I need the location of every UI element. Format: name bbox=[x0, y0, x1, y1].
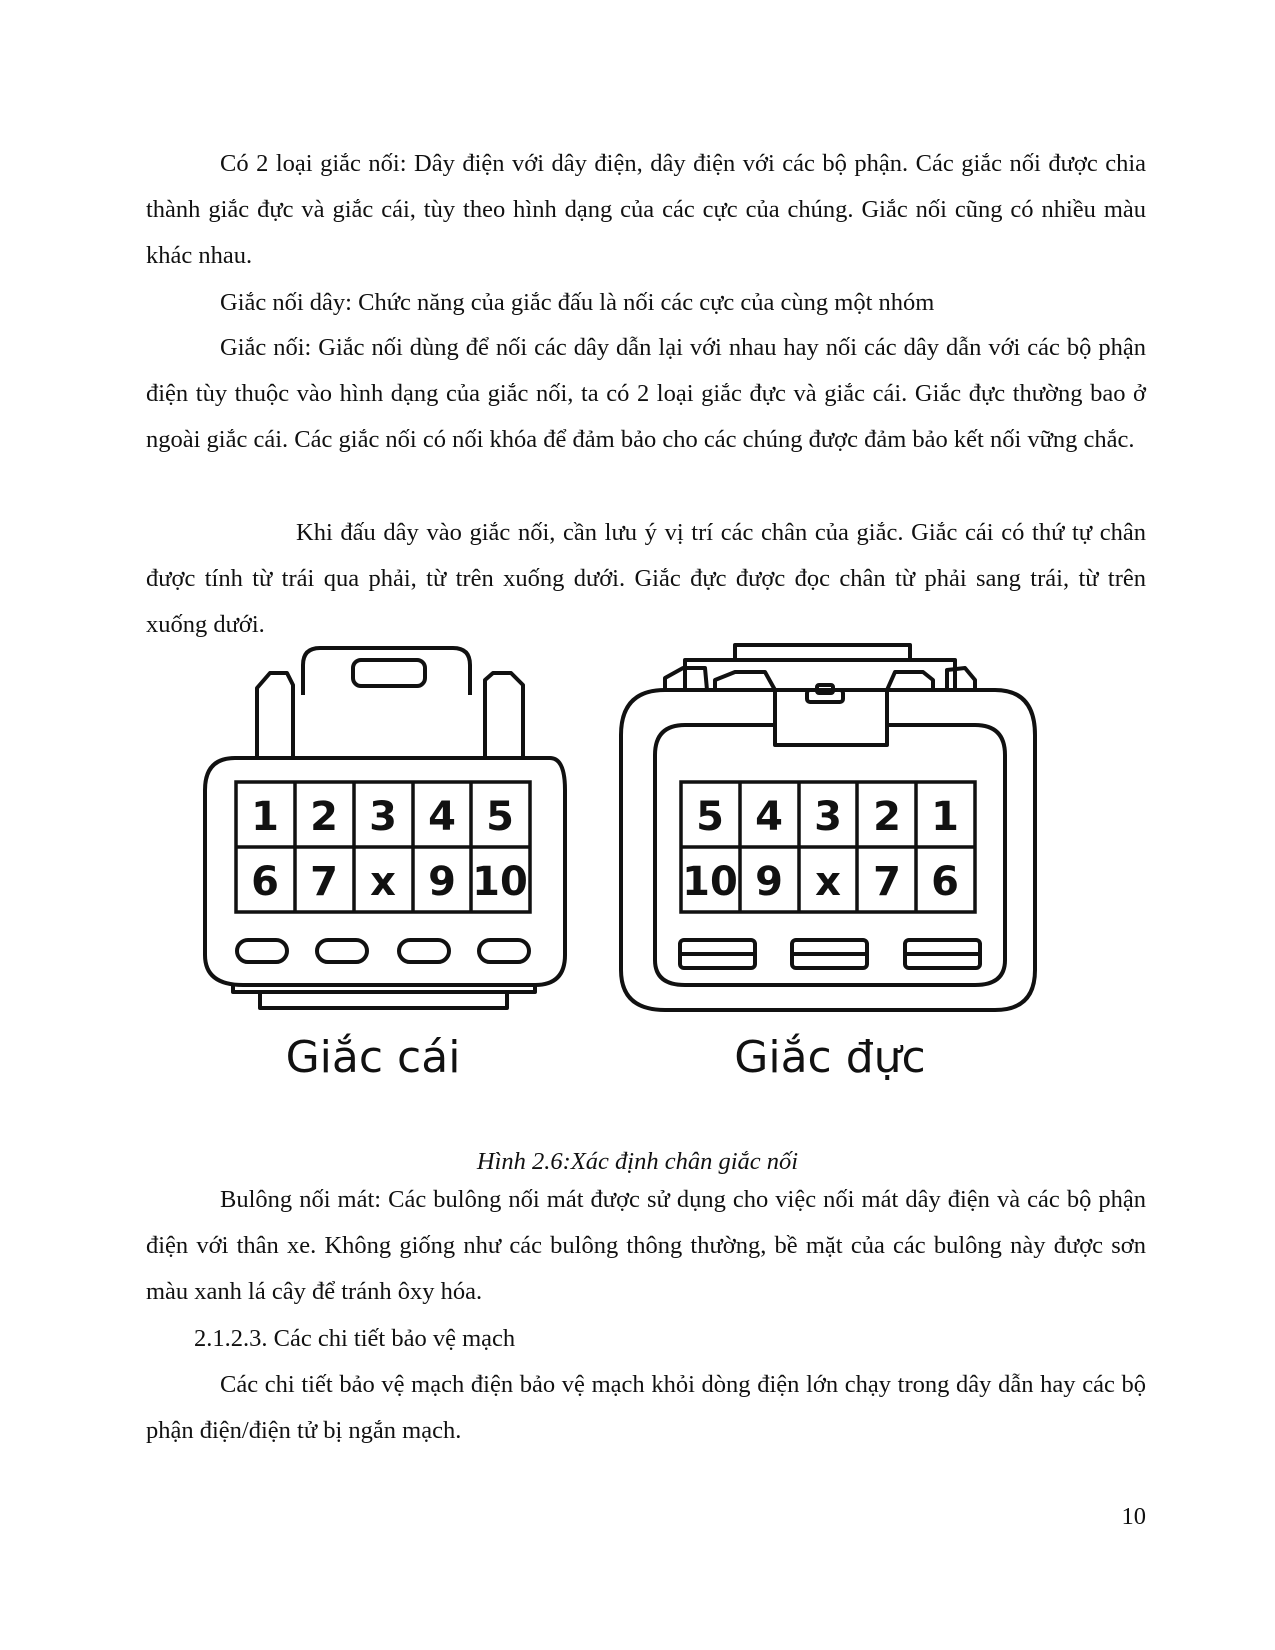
male-pin-10: 10 bbox=[682, 859, 738, 905]
female-pin-6: 6 bbox=[251, 859, 279, 905]
paragraph-circuit-protection: Các chi tiết bảo vệ mạch điện bảo vệ mạch khỏi dòng điện lớn chạy trong dây dẫn hay các bộ phận điện/điện tử bị ngắn mạch. bbox=[146, 1371, 1146, 1444]
page-number: 10 bbox=[1121, 1503, 1146, 1530]
female-pin-7: 7 bbox=[310, 859, 338, 905]
connector-pin-figure bbox=[195, 640, 1095, 1130]
paragraph-connector-function: Giắc nối: Giắc nối dùng để nối các dây dẫn lại với nhau hay nối các dây dẫn với các bộ phận điện tùy thuộc vào hình dạng của giắc nối, ta có 2 loại giắc đực và giắc cái. Giắc đực thường bao ở ngoài giắc cái. Các giắc nối có nối khóa để đảm bảo cho các chúng được đảm bảo kết nối vững chắc. bbox=[146, 334, 1146, 453]
male-pin-9: 9 bbox=[755, 859, 783, 905]
female-pin-4: 4 bbox=[428, 794, 456, 840]
male-pin-6: 6 bbox=[931, 859, 959, 905]
female-pin-9: 9 bbox=[428, 859, 456, 905]
female-pin-3: 3 bbox=[369, 794, 397, 840]
female-pin-x: x bbox=[370, 859, 396, 905]
section-heading: 2.1.2.3. Các chi tiết bảo vệ mạch bbox=[194, 1325, 516, 1352]
male-pin-1: 1 bbox=[931, 794, 959, 840]
male-pin-x: x bbox=[815, 859, 841, 905]
connector-diagram bbox=[195, 640, 1095, 1130]
female-connector-label: Giắc cái bbox=[285, 1032, 461, 1083]
male-connector-label: Giắc đực bbox=[734, 1032, 926, 1083]
female-pin-2: 2 bbox=[310, 794, 338, 840]
male-pin-7: 7 bbox=[873, 859, 901, 905]
paragraph-connector-types: Có 2 loại giắc nối: Dây điện với dây điện, dây điện với các bộ phận. Các giắc nối được chia thành giắc đực và giắc cái, tùy theo hình dạng của các cực của chúng. Giắc nối cũng có nhiều màu khác nhau. bbox=[146, 150, 1146, 269]
male-pin-5: 5 bbox=[696, 794, 724, 840]
paragraph-wire-connector: Giắc nối dây: Chức năng của giắc đấu là nối các cực của cùng một nhóm bbox=[220, 289, 935, 316]
paragraph-ground-bolt: Bulông nối mát: Các bulông nối mát được sử dụng cho việc nối mát dây điện và các bộ phận điện với thân xe. Không giống như các bulông thông thường, bề mặt của các bulông này được sơn màu xanh lá cây để tránh ôxy hóa. bbox=[146, 1186, 1146, 1305]
male-pin-4: 4 bbox=[755, 794, 783, 840]
male-pin-2: 2 bbox=[873, 794, 901, 840]
female-pin-10: 10 bbox=[472, 859, 528, 905]
figure-caption: Hình 2.6:Xác định chân giắc nối bbox=[476, 1148, 799, 1175]
female-pin-labels bbox=[251, 794, 528, 905]
male-pin-3: 3 bbox=[814, 794, 842, 840]
female-pin-5: 5 bbox=[486, 794, 514, 840]
female-pin-1: 1 bbox=[251, 794, 279, 840]
paragraph-pin-order: Khi đấu dây vào giắc nối, cần lưu ý vị trí các chân của giắc. Giắc cái có thứ tự chân được tính từ trái qua phải, từ trên xuống dưới. Giắc đực được đọc chân từ phải sang trái, từ trên xuống dưới. bbox=[146, 519, 1146, 638]
